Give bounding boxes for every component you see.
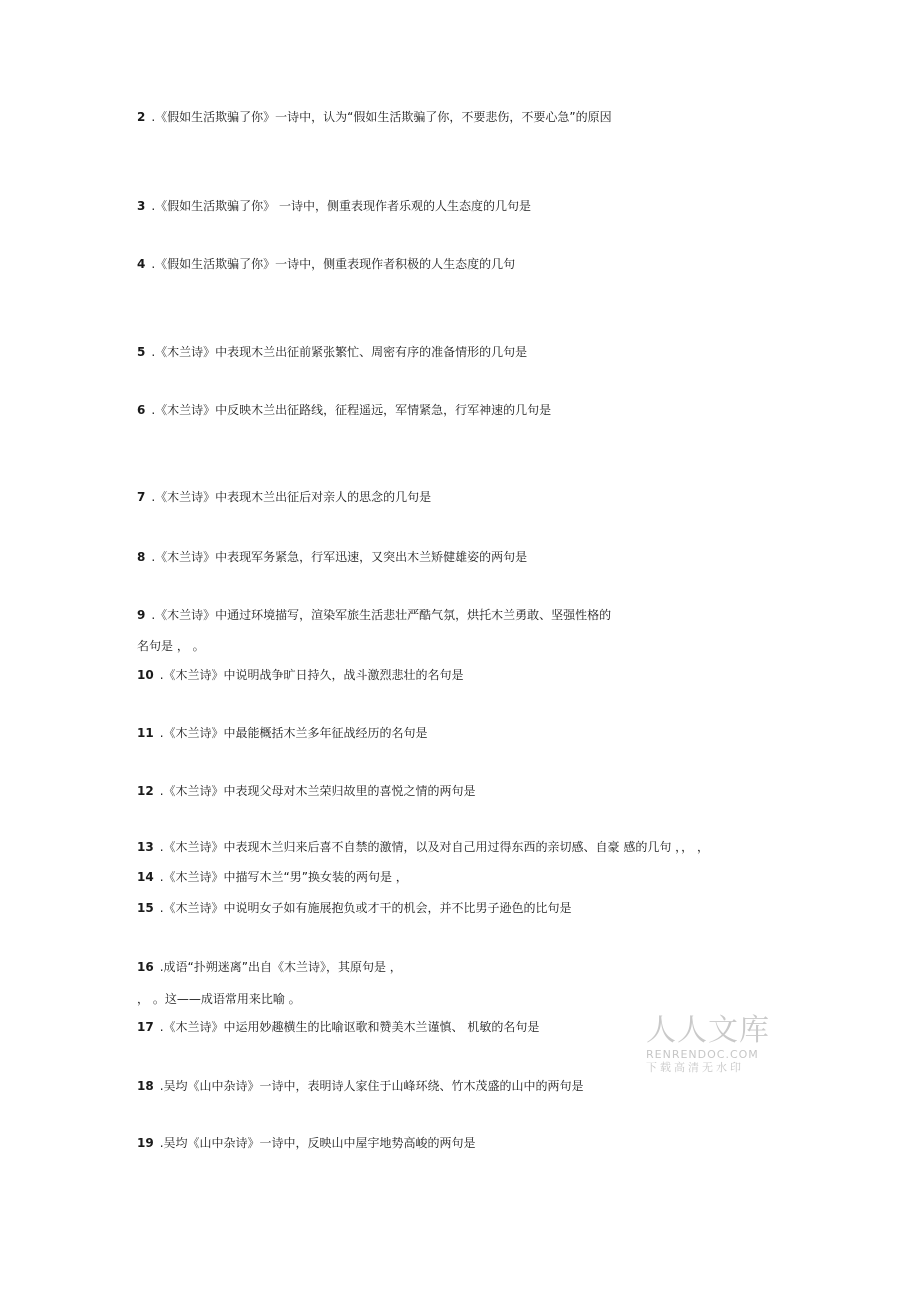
question-number: 10 (137, 668, 154, 682)
question-3 (137, 198, 531, 214)
question-number: 13 (137, 840, 154, 854)
question-13 (137, 839, 709, 855)
question-text: ， 。这——成语常用来比喻 。 (137, 992, 301, 1006)
question-text: .《木兰诗》中运用妙趣横生的比喻讴歌和赞美木兰谨慎、 机敏的名句是 (159, 1020, 540, 1034)
question-number: 17 (137, 1020, 154, 1034)
question-12 (137, 783, 476, 799)
question-11 (137, 725, 428, 741)
question-9 (137, 607, 611, 623)
question-number: 14 (137, 870, 154, 884)
question-text: .《木兰诗》中表现木兰出征后对亲人的思念的几句是 (151, 490, 432, 504)
question-text: .《木兰诗》中表现木兰出征前紧张繁忙、周密有序的准备情形的几句是 (151, 345, 528, 359)
question-text: .《木兰诗》中描写木兰“男”换女装的两句是 ， (159, 870, 408, 884)
question-4 (137, 256, 515, 272)
question-16 (137, 959, 402, 975)
question-number: 4 (137, 257, 146, 271)
question-text: .《假如生活欺骗了你》一诗中，认为“假如生活欺骗了你，不要悲伤，不要心急”的原因 (151, 110, 612, 124)
question-5 (137, 344, 527, 360)
question-2 (137, 109, 612, 125)
question-text: .《假如生活欺骗了你》 一诗中，侧重表现作者乐观的人生态度的几句是 (151, 199, 531, 213)
question-17 (137, 1019, 539, 1035)
question-19 (137, 1135, 476, 1151)
question-9-continuation (137, 638, 205, 654)
question-number: 9 (137, 608, 146, 622)
watermark (646, 1014, 776, 1075)
question-text: .《木兰诗》中说明女子如有施展抱负或才干的机会，并不比男子逊色的比句是 (159, 901, 572, 915)
question-text: .《木兰诗》中通过环境描写，渲染军旅生活悲壮严酷气氛，烘托木兰勇敢、坚强性格的 (151, 608, 612, 622)
question-7 (137, 489, 431, 505)
question-text: 名句是 ， 。 (137, 639, 205, 653)
question-14 (137, 869, 408, 885)
question-number: 19 (137, 1136, 154, 1150)
question-number: 12 (137, 784, 154, 798)
question-text: .《木兰诗》中反映木兰出征路线，征程遥远，军情紧急，行军神速的几句是 (151, 403, 552, 417)
question-8 (137, 549, 527, 565)
question-text: .《木兰诗》中最能概括木兰多年征战经历的名句是 (159, 726, 428, 740)
question-number: 3 (137, 199, 146, 213)
question-number: 7 (137, 490, 146, 504)
question-number: 16 (137, 960, 154, 974)
watermark-slogan: 下载高清无水印 (646, 1061, 744, 1074)
question-6 (137, 402, 551, 418)
question-text: .《木兰诗》中表现木兰归来后喜不自禁的激情，以及对自己用过得东西的亲切感、自豪 感的几句 ，， ， (159, 840, 709, 854)
question-16-continuation (137, 991, 301, 1007)
question-text: .《木兰诗》中表现父母对木兰荣归故里的喜悦之情的两句是 (159, 784, 476, 798)
question-number: 5 (137, 345, 146, 359)
watermark-url: RENRENDOC.COM (646, 1048, 759, 1061)
question-number: 15 (137, 901, 154, 915)
question-text: .《木兰诗》中表现军务紧急，行军迅速，又突出木兰矫健雄姿的两句是 (151, 550, 528, 564)
question-text: .吴均《山中杂诗》一诗中，表明诗人家住于山峰环绕、竹木茂盛的山中的两句是 (159, 1079, 584, 1093)
watermark-logo: 人人文库 (646, 1013, 770, 1048)
question-text: .成语“扑朔迷离”出自《木兰诗》，其原句是 ， (159, 960, 402, 974)
question-number: 6 (137, 403, 146, 417)
question-10 (137, 667, 464, 683)
question-18 (137, 1078, 584, 1094)
question-text: .《木兰诗》中说明战争旷日持久，战斗激烈悲壮的名句是 (159, 668, 464, 682)
question-number: 2 (137, 110, 146, 124)
question-text: .吴均《山中杂诗》一诗中，反映山中屋宇地势高峻的两句是 (159, 1136, 476, 1150)
question-number: 18 (137, 1079, 154, 1093)
question-number: 8 (137, 550, 146, 564)
question-15 (137, 900, 572, 916)
question-number: 11 (137, 726, 154, 740)
question-text: .《假如生活欺骗了你》一诗中，侧重表现作者积极的人生态度的几句 (151, 257, 516, 271)
